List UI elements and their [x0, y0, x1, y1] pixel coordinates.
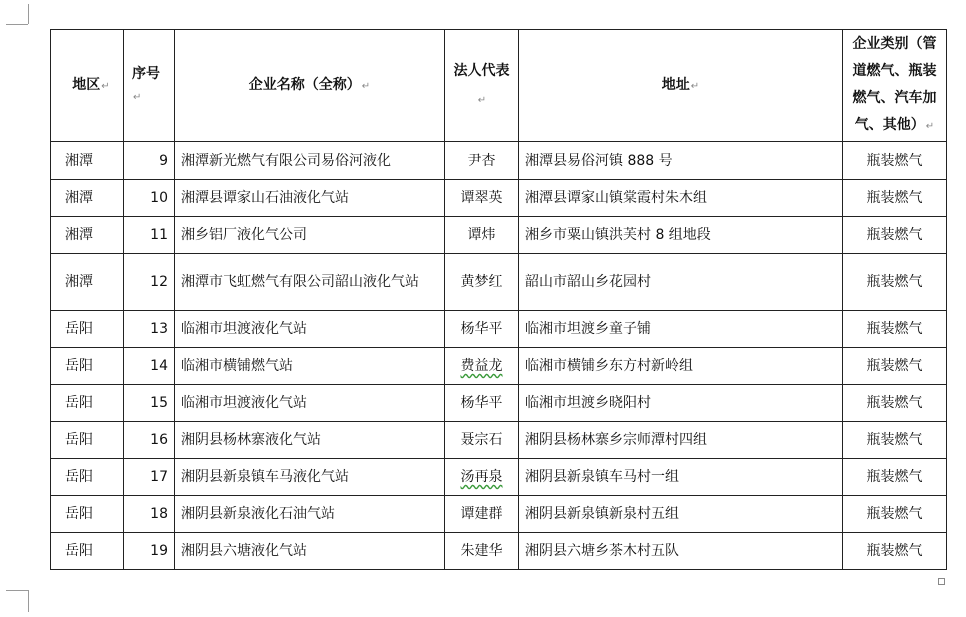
- cell-name-text: 湘潭新光燃气有限公司易俗河液化: [181, 152, 391, 169]
- cell-name: 湘阴县新泉液化石油气站: [175, 496, 445, 533]
- cell-address: 湘阴县杨林寨乡宗师潭村四组: [519, 422, 843, 459]
- cell-seq: 9: [124, 142, 175, 180]
- cell-seq: 10: [124, 180, 175, 217]
- cell-region: 湘潭: [51, 254, 124, 311]
- table-row: [51, 422, 947, 459]
- crop-mark-top-left-vertical: [28, 4, 29, 24]
- cell-type: 瓶装燃气: [843, 496, 947, 533]
- header-name: 企业名称（全称）↵: [175, 30, 445, 142]
- cell-rep: 谭炜: [445, 217, 519, 254]
- cell-address: 临湘市坦渡乡童子铺: [519, 311, 843, 348]
- cell-address: 临湘市坦渡乡晓阳村: [519, 385, 843, 422]
- cell-name: 湘阴县六塘液化气站: [175, 533, 445, 570]
- cell-seq: 11: [124, 217, 175, 254]
- cell-region: 湘潭: [51, 217, 124, 254]
- cell-type: 瓶装燃气: [843, 533, 947, 570]
- table-row: [51, 254, 947, 311]
- cell-address: 湘乡市粟山镇洪芙村 8 组地段: [519, 217, 843, 254]
- cell-type: 瓶装燃气: [843, 142, 947, 180]
- table-row: [51, 533, 947, 570]
- cell-type: 瓶装燃气: [843, 254, 947, 311]
- table-row: [51, 217, 947, 254]
- cell-address: 湘潭县易俗河镇 888 号: [519, 142, 843, 180]
- cell-name: 临湘市横铺燃气站: [175, 348, 445, 385]
- cell-rep: 朱建华: [445, 533, 519, 570]
- cell-seq: 14: [124, 348, 175, 385]
- cell-name: 湘阴县新泉镇车马液化气站: [175, 459, 445, 496]
- cell-address: 湘阴县新泉镇车马村一组: [519, 459, 843, 496]
- table-resize-handle[interactable]: [938, 578, 945, 585]
- cell-region: 岳阳: [51, 533, 124, 570]
- cell-rep: 杨华平: [445, 385, 519, 422]
- cell-rep: 谭建群: [445, 496, 519, 533]
- cell-address: 韶山市韶山乡花园村: [519, 254, 843, 311]
- cell-rep: 谭翠英: [445, 180, 519, 217]
- cell-name: 湘阴县杨林寨液化气站: [175, 422, 445, 459]
- cell-address: 湘阴县六塘乡茶木村五队: [519, 533, 843, 570]
- header-rep: 法人代表↵: [445, 30, 519, 142]
- cell-rep: 杨华平: [445, 311, 519, 348]
- table-row: [51, 459, 947, 496]
- cell-region: 岳阳: [51, 348, 124, 385]
- cell-seq: 17: [124, 459, 175, 496]
- cell-rep: 聂宗石: [445, 422, 519, 459]
- header-region: 地区↵: [51, 30, 124, 142]
- cell-type: 瓶装燃气: [843, 385, 947, 422]
- cell-rep-text: 汤再泉: [460, 469, 503, 485]
- cell-region: 岳阳: [51, 385, 124, 422]
- cell-type: 瓶装燃气: [843, 311, 947, 348]
- cell-name: 临湘市坦渡液化气站: [175, 385, 445, 422]
- cell-region: 湘潭: [51, 180, 124, 217]
- table-row: [51, 385, 947, 422]
- cell-type: 瓶装燃气: [843, 459, 947, 496]
- cell-region: 岳阳: [51, 496, 124, 533]
- table-row: [51, 311, 947, 348]
- cell-region: 岳阳: [51, 459, 124, 496]
- cell-seq: 18: [124, 496, 175, 533]
- cell-seq: 16: [124, 422, 175, 459]
- cell-rep: 黄梦红: [445, 254, 519, 311]
- header-seq: 序号↵: [124, 30, 175, 142]
- cell-seq: 15: [124, 385, 175, 422]
- crop-mark-bottom-left-vertical: [28, 590, 29, 612]
- cell-type: 瓶装燃气: [843, 422, 947, 459]
- cell-seq: 19: [124, 533, 175, 570]
- cell-name: 湘潭县谭家山石油液化气站: [175, 180, 445, 217]
- cell-address: 湘潭县谭家山镇棠霞村朱木组: [519, 180, 843, 217]
- cell-name: [175, 254, 445, 311]
- crop-mark-bottom-left: [6, 590, 28, 591]
- cell-name: 临湘市坦渡液化气站: [175, 311, 445, 348]
- table-header-row: [51, 30, 947, 142]
- cell-rep: [445, 459, 519, 496]
- cell-type: 瓶装燃气: [843, 217, 947, 254]
- cell-type: 瓶装燃气: [843, 180, 947, 217]
- table-row: [51, 348, 947, 385]
- cell-rep: 尹杏: [445, 142, 519, 180]
- cell-region: 岳阳: [51, 311, 124, 348]
- table-row: [51, 180, 947, 217]
- cell-rep-text: 费益龙: [460, 358, 503, 374]
- table-row: [51, 496, 947, 533]
- cell-name-text: 湘潭市飞虹燃气有限公司韶山液化气站: [181, 274, 419, 290]
- table-row: [51, 142, 947, 180]
- cell-name: 湘乡铝厂液化气公司: [175, 217, 445, 254]
- cell-rep: [445, 348, 519, 385]
- cell-seq: 13: [124, 311, 175, 348]
- cell-seq: 12: [124, 254, 175, 311]
- cell-region: 湘潭: [51, 142, 124, 180]
- cell-address: 湘阴县新泉镇新泉村五组: [519, 496, 843, 533]
- cell-name: [175, 142, 445, 180]
- cell-region: 岳阳: [51, 422, 124, 459]
- cell-address: 临湘市横铺乡东方村新岭组: [519, 348, 843, 385]
- gas-enterprise-table: [50, 29, 947, 570]
- header-type: 企业类别（管道燃气、瓶装燃气、汽车加气、其他）↵: [843, 30, 947, 142]
- header-address: 地址↵: [519, 30, 843, 142]
- cell-type: 瓶装燃气: [843, 348, 947, 385]
- crop-mark-top-left: [6, 24, 28, 25]
